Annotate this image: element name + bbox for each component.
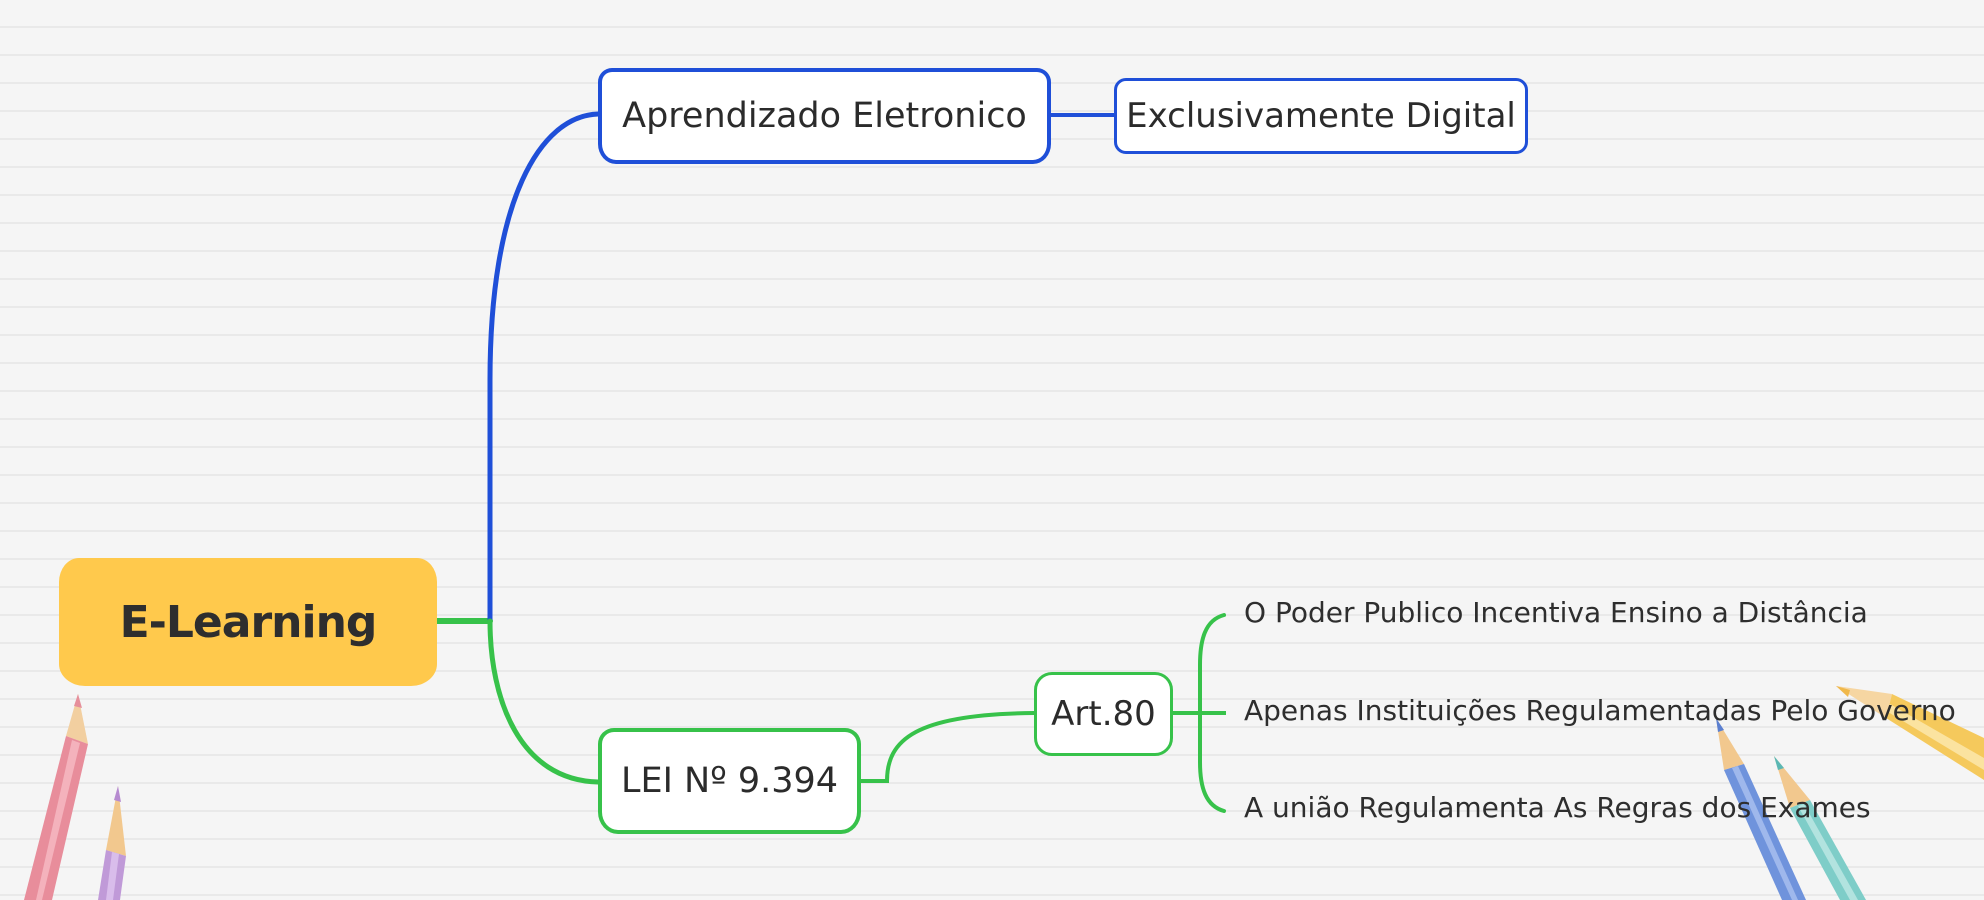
- connector-root-to-lei: [490, 621, 598, 782]
- pencil-pink-icon: [24, 694, 88, 900]
- subtopic-node-exclusivamente[interactable]: [1114, 78, 1528, 154]
- subtopic-node-label: Exclusivamente Digital: [1126, 96, 1516, 136]
- topic-node-aprendizado[interactable]: [598, 68, 1051, 164]
- topic-node-label: LEI Nº 9.394: [620, 761, 839, 801]
- leaf-node-instituicoes[interactable]: [1244, 693, 1956, 729]
- pencil-purple-icon: [98, 786, 126, 900]
- connector-root-to-aprendizado: [490, 114, 598, 621]
- leaf-node-label: Apenas Instituições Regulamentadas Pelo Governo: [1244, 694, 1956, 727]
- connector-lei-to-art: [861, 713, 1034, 781]
- root-node[interactable]: [59, 558, 437, 686]
- subtopic-node-label: Art.80: [1051, 694, 1156, 734]
- topic-node-lei[interactable]: [598, 728, 861, 834]
- leaf-node-incentiva[interactable]: [1244, 595, 1868, 631]
- leaf-node-regras[interactable]: [1244, 790, 1871, 826]
- subtopic-node-art[interactable]: [1034, 672, 1173, 756]
- root-node-label: E-Learning: [119, 596, 377, 648]
- topic-node-label: Aprendizado Eletronico: [622, 96, 1027, 136]
- leaf-node-label: O Poder Publico Incentiva Ensino a Distância: [1244, 596, 1868, 629]
- leaf-node-label: A união Regulamenta As Regras dos Exames: [1244, 791, 1871, 824]
